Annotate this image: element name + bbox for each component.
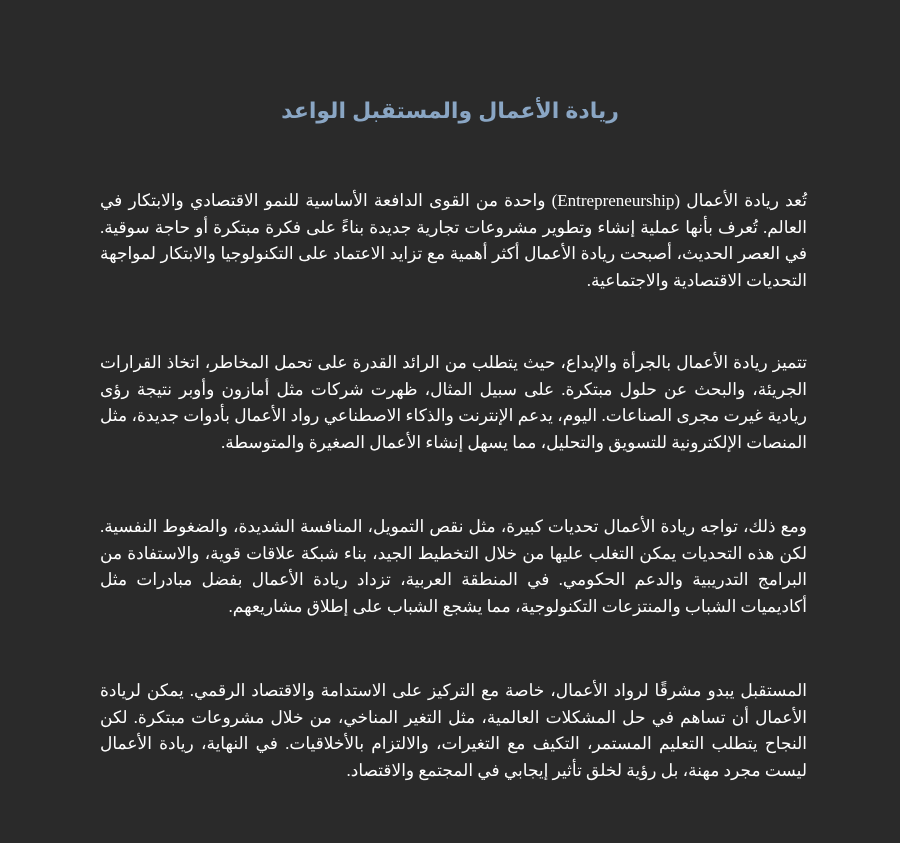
paragraph-characteristics: تتميز ريادة الأعمال بالجرأة والإبداع، حيث يتطلب من الرائد القدرة على تحمل المخاطر، اتخاذ القرارات الجريئة، والبحث عن حلول مبتكرة. على سبيل المثال، ظهرت شركات مثل أمازون وأوبر نتيجة رؤى ريادية غيرت مجرى الصناعات. اليوم، يدعم الإنترنت والذكاء الاصطناعي رواد الأعمال بأدوات جديدة، مثل المنصات الإلكترونية للتسويق والتحليل، مما يسهل إنشاء الأعمال الصغيرة والمتوسطة. bbox=[100, 353, 807, 452]
paragraph-challenges: ومع ذلك، تواجه ريادة الأعمال تحديات كبيرة، مثل نقص التمويل، المنافسة الشديدة، والضغوط النفسية. لكن هذه التحديات يمكن التغلب عليها من خلال التخطيط الجيد، بناء شبكة علاقات قوية، والاستفادة من البرامج التدريبية والدعم الحكومي. في المنطقة العربية، تزداد ريادة الأعمال بفضل مبادرات مثل أكاديميات الشباب والمنتزعات التكنولوجية، مما يشجع الشباب على إطلاق مشاريعهم. bbox=[100, 517, 807, 616]
paragraph-future: المستقبل يبدو مشرقًا لرواد الأعمال، خاصة مع التركيز على الاستدامة والاقتصاد الرقمي. يمكن لريادة الأعمال أن تساهم في حل المشكلات العالمية، مثل التغير المناخي، من خلال مشروعات مبتكرة. لكن النجاح يتطلب التعليم المستمر، التكيف مع التغيرات، والالتزام بالأخلاقيات. في النهاية، ريادة الأعمال ليست مجرد مهنة، بل رؤية لخلق تأثير إيجابي في المجتمع والاقتصاد. bbox=[100, 681, 807, 780]
article-title: ريادة الأعمال والمستقبل الواعد bbox=[281, 98, 619, 123]
paragraph-intro: تُعد ريادة الأعمال (Entrepreneurship) واحدة من القوى الدافعة الأساسية للنمو الاقتصادي والابتكار في العالم. تُعرف بأنها عملية إنشاء وتطوير مشروعات تجارية جديدة بناءً على فكرة مبتكرة أو حاجة سوقية. في العصر الحديث، أصبحت ريادة الأعمال أكثر أهمية مع تزايد الاعتماد على التكنولوجيا والابتكار لمواجهة التحديات الاقتصادية والاجتماعية. bbox=[100, 191, 807, 290]
